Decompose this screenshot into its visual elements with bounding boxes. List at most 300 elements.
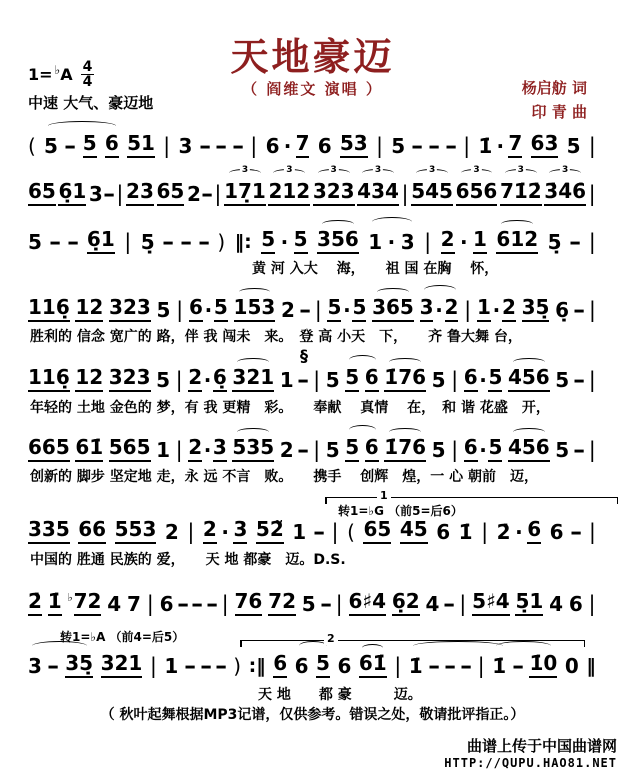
note-token — [392, 590, 420, 616]
meter-denominator: 4 — [82, 74, 93, 90]
note-text: | — [335, 591, 343, 616]
note-text: | — [187, 519, 195, 544]
note-text: 52̃ — [256, 518, 284, 544]
note-text: | — [481, 519, 489, 544]
note-token — [548, 231, 562, 254]
note-token — [176, 368, 183, 392]
note-text: 3 — [420, 296, 434, 322]
note-token — [28, 135, 36, 158]
notation-row — [28, 518, 596, 544]
note-token — [572, 368, 586, 392]
note-text: 1 — [156, 438, 170, 462]
note-text: 2 — [281, 298, 295, 322]
note-text: 4 — [425, 592, 440, 616]
note-text: ( — [347, 520, 355, 544]
note-token — [316, 652, 330, 678]
note-token — [312, 520, 326, 544]
note-token — [376, 134, 383, 158]
note-text: 7 — [296, 132, 310, 158]
note-text: · — [203, 438, 212, 462]
note-text: 356 — [317, 228, 359, 254]
note-token — [281, 231, 289, 254]
note-text: 6̣1 — [87, 228, 115, 254]
note-token — [163, 134, 170, 158]
note-text: 553 — [115, 518, 157, 544]
note-text: 323 — [313, 180, 355, 206]
segno-icon: § — [300, 346, 308, 365]
note-token — [235, 232, 252, 254]
note-token — [411, 134, 424, 158]
note-token — [555, 299, 569, 322]
note-text: | — [214, 181, 222, 206]
note-token — [589, 520, 596, 544]
note-token — [48, 590, 62, 616]
note-token — [75, 436, 103, 462]
note-token — [464, 298, 471, 322]
notation-row — [28, 296, 596, 322]
note-token — [445, 296, 459, 322]
note-text: 5 — [327, 296, 341, 322]
note-token — [472, 590, 510, 616]
note-token — [115, 518, 157, 544]
note-token — [47, 654, 60, 678]
note-text: 5̣1 — [515, 590, 543, 616]
note-token — [388, 231, 396, 254]
accidental-icon: ♭ — [67, 591, 73, 604]
note-text: | — [314, 297, 322, 322]
triplet-number: 3 — [330, 165, 337, 175]
note-text: - — [199, 654, 213, 678]
slur-arc — [237, 358, 269, 366]
note-text: - — [231, 134, 245, 158]
note-text: | — [175, 437, 183, 462]
note-token — [109, 296, 151, 322]
note-token — [178, 135, 192, 158]
note-token — [65, 652, 93, 678]
note-text: | — [464, 297, 472, 322]
note-text: · — [280, 230, 289, 254]
note-token — [312, 165, 355, 206]
note-text: · — [387, 230, 396, 254]
note-text: 656 — [456, 180, 498, 206]
note-token — [357, 165, 399, 206]
note-token — [345, 436, 359, 462]
note-text: - — [298, 298, 312, 322]
note-token — [499, 165, 542, 206]
note-text: - — [67, 230, 80, 254]
score-line — [28, 227, 596, 277]
note-text: - — [103, 182, 116, 206]
lyric-line: 天 地 都 豪 迈。 — [258, 687, 422, 703]
note-text: 1̇76 — [384, 436, 426, 462]
note-text: 2 — [188, 436, 202, 462]
note-text: | — [424, 229, 432, 254]
note-token — [555, 369, 569, 392]
meter-numerator: 4 — [82, 59, 93, 75]
note-token — [508, 436, 550, 462]
note-token — [493, 299, 501, 322]
note-token — [67, 590, 101, 616]
slur-arc — [501, 220, 533, 228]
note-token — [550, 521, 564, 544]
note-token — [67, 230, 80, 254]
note-text: 1 — [473, 228, 487, 254]
slur-arc — [239, 288, 271, 296]
note-token — [473, 228, 487, 254]
note-token — [515, 521, 523, 544]
note-token — [198, 134, 211, 158]
note-token — [165, 521, 179, 544]
note-token — [488, 366, 502, 392]
note-text: | — [175, 367, 183, 392]
slur-arc — [513, 358, 545, 366]
note-text: 2 — [502, 296, 516, 322]
note-text: - — [459, 654, 473, 678]
note-token — [292, 521, 306, 544]
triplet-number: 3 — [517, 165, 524, 175]
note-text: - — [427, 134, 441, 158]
note-text: 61̇ — [75, 436, 103, 462]
note-text: 63 — [531, 132, 559, 158]
note-token — [261, 228, 275, 254]
note-text: 1 — [368, 230, 383, 254]
score-line — [28, 435, 596, 485]
note-token — [313, 368, 320, 392]
note-token — [319, 592, 332, 616]
notation-row — [28, 590, 596, 616]
note-text: 545 — [411, 180, 453, 206]
note-token — [427, 134, 441, 158]
note-token — [176, 298, 183, 322]
note-token — [424, 230, 431, 254]
note-text: - — [568, 230, 582, 254]
slur-arc — [377, 288, 409, 296]
note-text: :‖ — [248, 655, 266, 678]
note-token — [205, 592, 218, 616]
note-text: 61̇ — [359, 652, 387, 678]
note-text: 1 — [279, 368, 294, 392]
note-text: 6 — [464, 436, 478, 462]
note-token — [222, 592, 229, 616]
note-token — [549, 593, 563, 616]
note-text: - — [64, 134, 77, 158]
note-text: 3̇4̇6̇ — [544, 180, 586, 206]
slur-arc — [389, 428, 421, 436]
note-token — [365, 436, 379, 462]
note-token — [443, 592, 456, 616]
lyric-line: 胜利的 信念 宽广的 路，伴 我 闯未 来。 登 高 小天 下， 齐 鲁大舞 台， — [30, 329, 522, 345]
note-text: 6 — [294, 654, 309, 678]
note-text: 5 — [431, 368, 446, 392]
note-text: | — [588, 181, 596, 206]
note-token — [340, 132, 368, 158]
note-text: ‖: — [234, 231, 252, 254]
site-credit — [444, 735, 617, 770]
note-token — [28, 436, 70, 462]
note-text: 5 — [391, 134, 406, 158]
note-text: 5 — [488, 366, 502, 392]
note-text: 2 — [441, 228, 455, 254]
note-text: 65 — [157, 180, 185, 206]
note-text: 6̣ — [555, 298, 570, 322]
triplet-number: 3 — [562, 165, 569, 175]
note-token — [103, 182, 116, 206]
note-text: 65 — [363, 518, 391, 544]
note-text: 5 — [345, 366, 359, 392]
note-token — [221, 521, 229, 544]
note-token — [150, 654, 157, 678]
volta-bracket — [240, 632, 585, 648]
note-token — [281, 299, 295, 322]
note-text: · — [203, 368, 212, 392]
note-text: 51 — [127, 132, 155, 158]
note-text: 335 — [28, 518, 70, 544]
note-token — [250, 134, 257, 158]
note-text: 456 — [508, 436, 550, 462]
note-text: · — [459, 230, 468, 254]
note-token — [443, 654, 457, 678]
note-text: 6 — [568, 592, 583, 616]
note-text: | — [313, 367, 321, 392]
note-text: - — [201, 182, 214, 206]
note-text: 1̇ — [458, 520, 473, 544]
note-text: 5 — [555, 438, 570, 462]
note-token — [508, 132, 522, 158]
score-line — [28, 295, 596, 345]
note-token — [432, 439, 446, 462]
note-token — [402, 182, 409, 206]
note-token — [464, 436, 478, 462]
note-text: 6 — [436, 520, 451, 544]
note-text: 116̣ — [28, 296, 70, 322]
note-text: 5 — [261, 228, 275, 254]
note-text: - — [215, 654, 228, 678]
modulation-mark: 转1=♭A （前4=后5） — [60, 630, 185, 644]
note-token — [345, 366, 359, 392]
note-text: | — [463, 133, 471, 158]
note-token — [64, 134, 77, 158]
note-text: - — [428, 654, 441, 678]
note-text: · — [221, 520, 229, 544]
note-text: 6̣1 — [58, 180, 86, 206]
note-token — [231, 134, 245, 158]
note-text: 35̣ — [65, 652, 93, 678]
note-text: 72 — [74, 590, 102, 616]
note-text: 2 — [279, 438, 294, 462]
note-text: | — [176, 297, 184, 322]
note-text: 6̣ — [213, 366, 227, 392]
note-token — [235, 590, 263, 616]
note-token — [455, 165, 498, 206]
note-text: 6♯4 — [349, 590, 387, 616]
note-token — [127, 593, 141, 616]
note-token — [294, 228, 308, 254]
note-text: 1̇ — [478, 134, 493, 158]
note-text: 434 — [357, 180, 399, 206]
notation-row — [28, 165, 596, 206]
note-text: | — [588, 297, 596, 322]
note-text: ) — [217, 230, 226, 254]
lyricist-credit: 杨启舫 词 — [521, 79, 587, 97]
slur-arc — [349, 355, 377, 365]
note-token — [101, 652, 143, 678]
note-token — [522, 296, 550, 322]
note-token — [508, 366, 550, 392]
note-text: 6 — [365, 366, 379, 392]
note-text: | — [116, 181, 124, 206]
note-token — [199, 654, 213, 678]
note-text: 1̇76 — [384, 366, 426, 392]
note-text: 2 — [188, 366, 202, 392]
note-text: | — [588, 367, 596, 392]
note-text: 23 — [126, 180, 154, 206]
note-token — [568, 230, 582, 254]
note-token — [249, 656, 266, 678]
note-token — [213, 436, 227, 462]
note-token — [297, 368, 310, 392]
note-text: 3 — [88, 182, 103, 206]
note-text: · — [283, 134, 292, 158]
note-text: 5 — [488, 436, 502, 462]
note-token — [214, 296, 228, 322]
note-text: 4 — [107, 592, 122, 616]
lyric-line: 创新的 脚步 坚定地 走，永 远 不言 败。 携手 创辉 煌，一 心 朝前 迈， — [30, 469, 538, 485]
note-token — [479, 439, 487, 462]
note-text: 66 — [78, 518, 106, 544]
slur-arc — [322, 220, 354, 228]
note-text: 2 — [164, 520, 179, 544]
slur-arc — [349, 425, 377, 435]
note-token — [105, 132, 119, 158]
modulation-mark: 转1=♭G （前5=后6） — [338, 504, 463, 518]
note-text: - — [319, 592, 332, 616]
note-token — [531, 132, 559, 158]
note-text: 5 — [566, 134, 581, 158]
note-text: | — [146, 591, 154, 616]
note-text: 5 — [352, 296, 366, 322]
note-token — [217, 231, 225, 254]
note-token — [141, 231, 155, 254]
flat-icon: ♭ — [54, 62, 61, 77]
note-text: 12 — [75, 296, 103, 322]
note-text: 4 — [549, 592, 564, 616]
note-text: 3 — [178, 134, 193, 158]
note-token — [49, 230, 62, 254]
note-token — [589, 134, 596, 158]
note-token — [400, 518, 428, 544]
performer-subtitle: （ 阎维文 演唱 ） — [242, 80, 383, 98]
note-text: 45 — [400, 518, 428, 544]
note-token — [83, 132, 97, 158]
note-token — [116, 182, 123, 206]
note-token — [273, 652, 287, 678]
note-text: 1̇0 — [529, 652, 557, 678]
note-token — [337, 655, 351, 678]
note-text: 12 — [75, 366, 103, 392]
note-token — [109, 436, 151, 462]
note-text: 6 — [189, 296, 203, 322]
tempo-marking: 中速 大气、豪迈地 — [28, 94, 154, 112]
note-text: - — [162, 230, 175, 254]
note-token — [444, 134, 457, 158]
note-text: 6̣2 — [392, 590, 420, 616]
note-token — [109, 366, 151, 392]
note-token — [589, 230, 596, 254]
note-token — [496, 228, 538, 254]
slur-arc — [372, 217, 413, 227]
note-text: · — [496, 134, 505, 158]
note-token — [497, 135, 505, 158]
note-text: 212 — [268, 180, 310, 206]
note-text: - — [444, 134, 457, 158]
notation-row — [28, 132, 596, 158]
note-token — [28, 655, 42, 678]
note-text: · — [343, 298, 351, 322]
note-token — [365, 366, 379, 392]
note-text: 1 — [477, 296, 491, 322]
key-prefix: 1= — [28, 65, 53, 84]
note-token — [164, 655, 178, 678]
note-text: 17̣1 — [224, 180, 266, 206]
note-token — [201, 182, 214, 206]
note-token — [336, 592, 343, 616]
note-text: | — [149, 653, 157, 678]
note-text: 35̣ — [522, 296, 550, 322]
note-token — [463, 134, 470, 158]
note-token — [363, 518, 391, 544]
note-text: - — [177, 592, 190, 616]
note-text: | — [375, 133, 384, 158]
note-token — [205, 299, 213, 322]
note-token — [89, 183, 103, 206]
slur-arc — [237, 428, 269, 436]
note-text: 5 — [345, 436, 359, 462]
note-token — [567, 135, 581, 158]
note-token — [213, 366, 227, 392]
slur-arc — [424, 285, 457, 295]
note-text: 5̣ — [140, 230, 155, 254]
site-url-link[interactable]: HTTP://QUPU.HAO81.NET — [444, 756, 617, 770]
note-text: 1̇ — [492, 654, 507, 678]
note-text: 612 — [496, 228, 538, 254]
triplet-number: 3 — [473, 165, 480, 175]
note-token — [162, 230, 175, 254]
note-text: 5 — [301, 592, 316, 616]
note-text: | — [124, 229, 132, 254]
note-text: - — [49, 230, 62, 254]
note-text: 6 — [365, 436, 379, 462]
note-token — [425, 593, 439, 616]
note-token — [187, 520, 194, 544]
note-token — [204, 369, 212, 392]
note-token — [384, 436, 426, 462]
note-text: 6 — [464, 366, 478, 392]
note-token — [569, 593, 583, 616]
note-token — [224, 165, 266, 206]
note-token — [147, 592, 154, 616]
note-token — [215, 134, 228, 158]
note-text: 3 — [233, 518, 247, 544]
note-token — [189, 296, 203, 322]
note-token — [28, 366, 70, 392]
note-text: 2̇ — [28, 590, 42, 616]
slur-arc — [48, 121, 117, 131]
note-token — [156, 369, 170, 392]
note-text: 6 — [159, 592, 174, 616]
note-text: 565 — [109, 436, 151, 462]
note-token — [179, 230, 193, 254]
note-token — [318, 135, 332, 158]
